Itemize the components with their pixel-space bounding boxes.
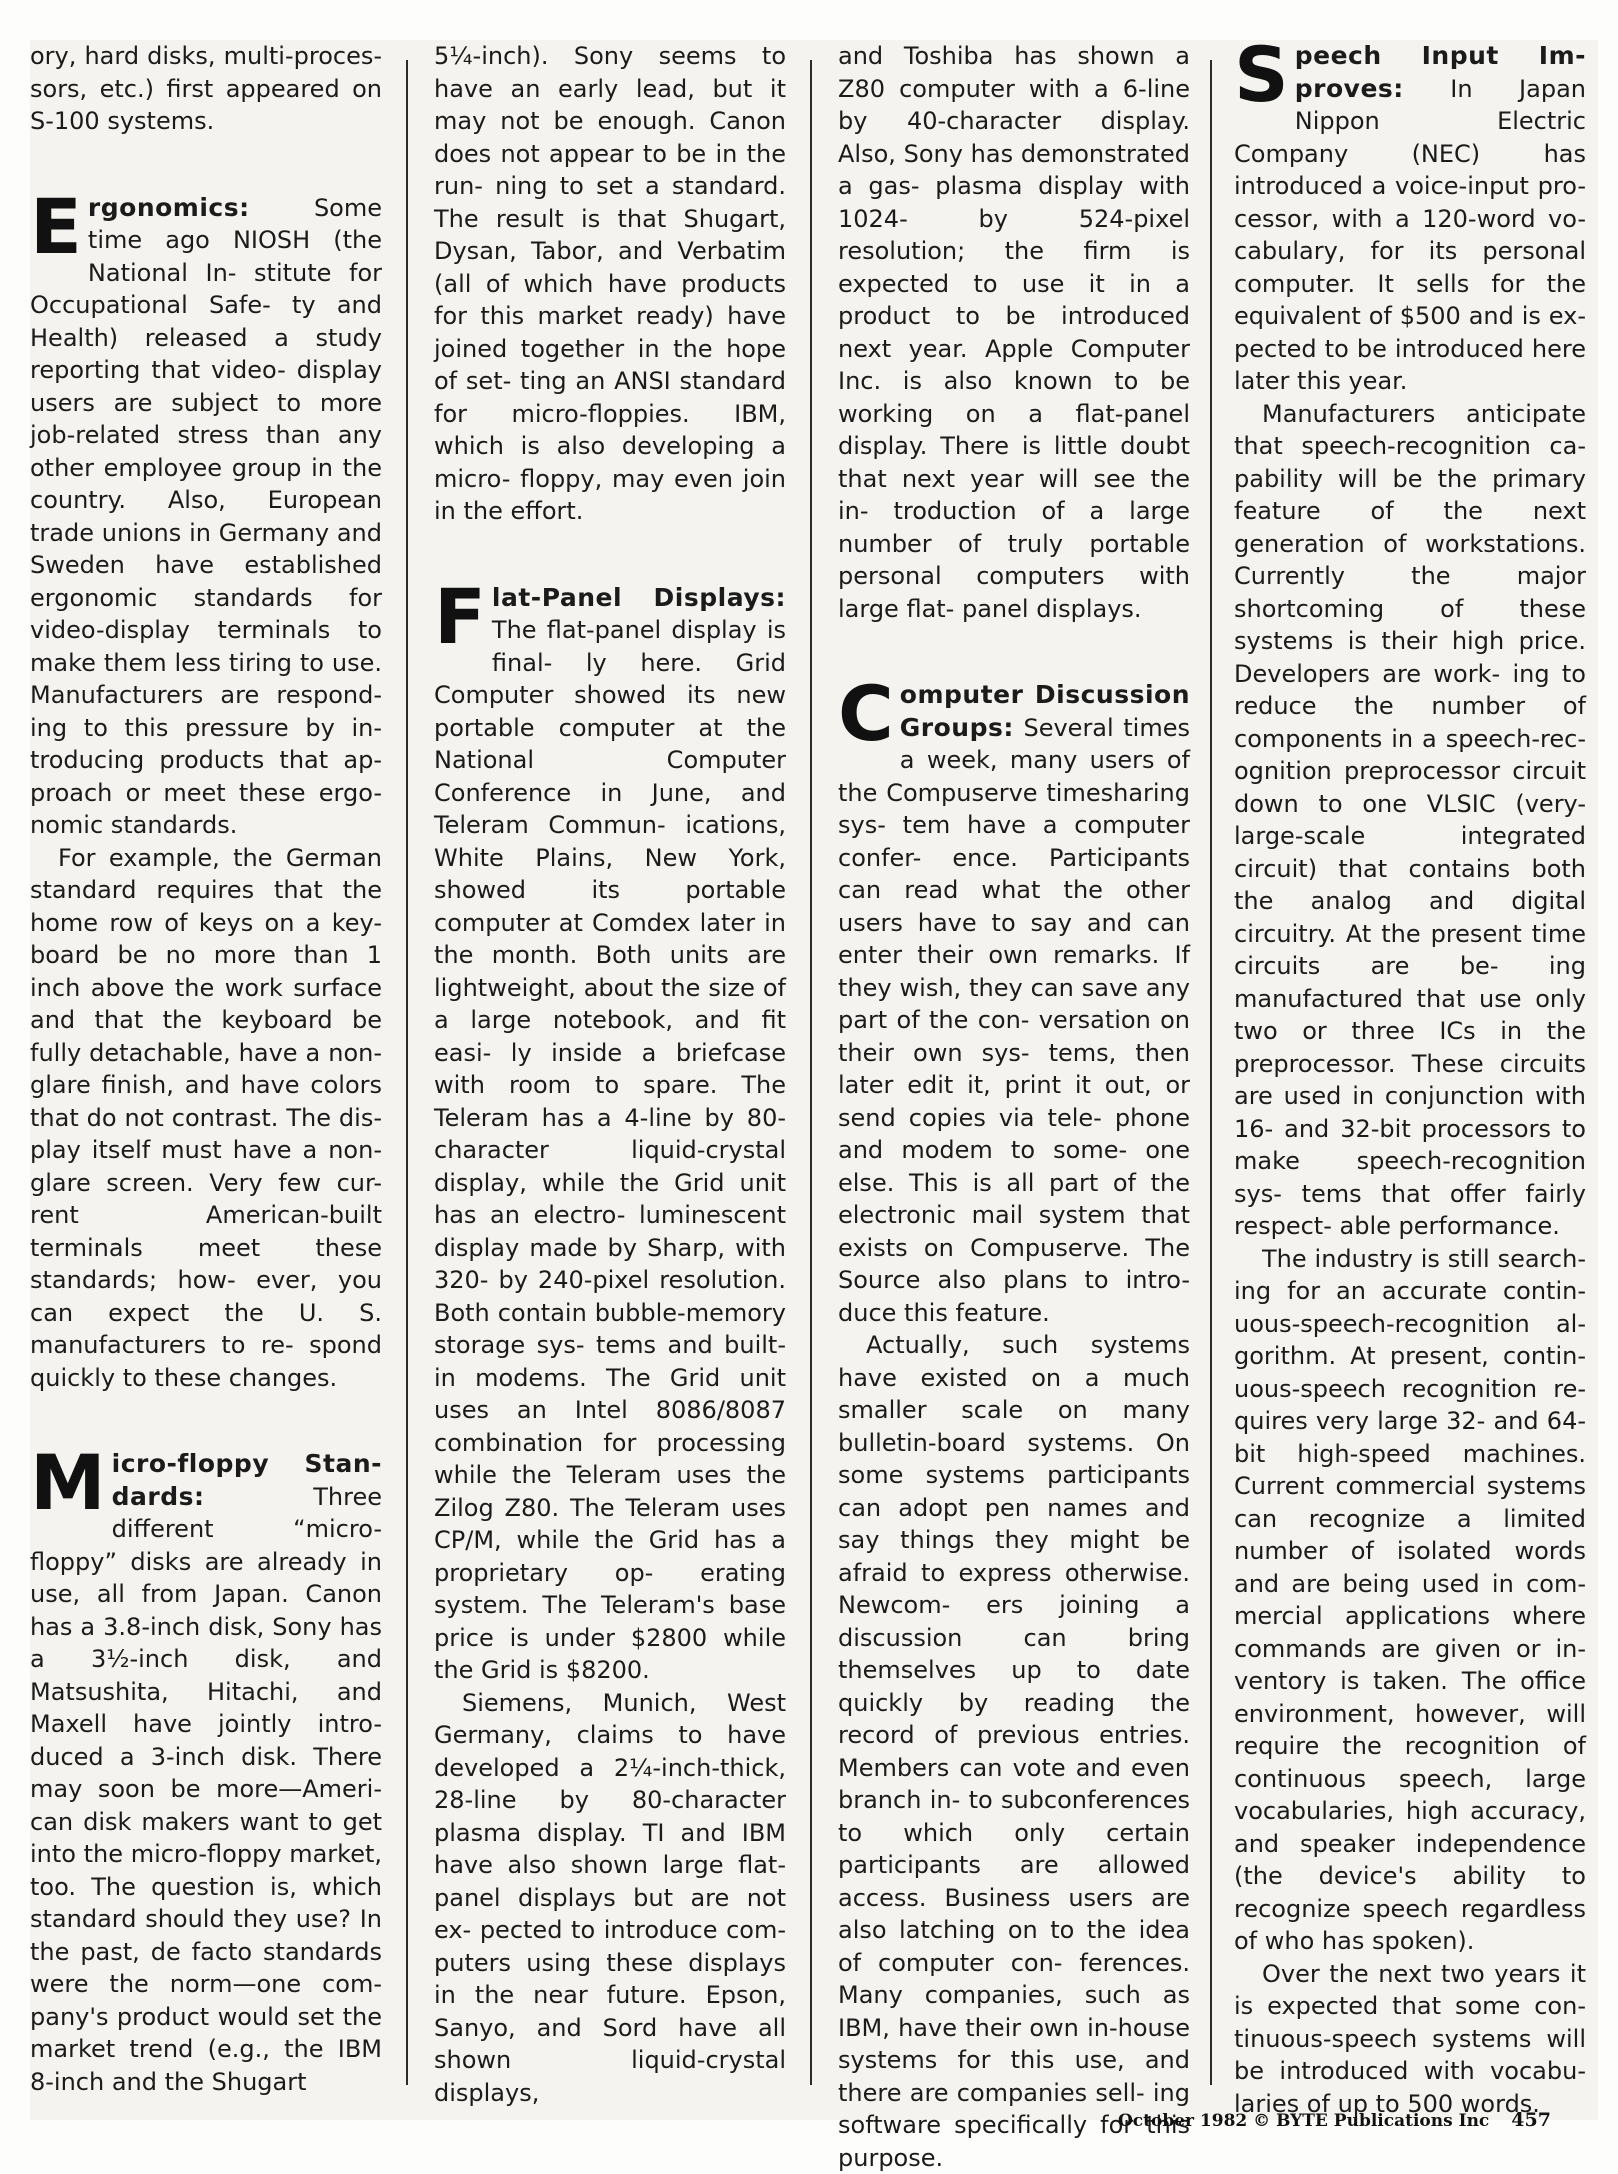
section-computer-discussion [838,669,1190,2174]
section-paragraph [30,181,382,842]
paragraph: Manufacturers anticipate that speech-recognition ca- pability will be the primary feature of the next generation of workstations. Currently the major shortcoming of these systems is their high price. Developers are work- ing to reduce the number of components in a speech-rec- ognition preprocessor circuit down to one VLSIC (very- large-scale integrated circuit) that contains both the analog and digital circuitry. At the present time circuits are be- ing manufactured that use only two or three ICs in the preprocessor. These circuits are used in conjunction with 16- and 32-bit processors to make speech-recognition sys- tems that offer fairly respect- able performance. [1234,399,1586,1240]
section-paragraph [1234,30,1586,398]
drop-cap: F [434,571,486,661]
continued-paragraph: and Toshiba has shown a Z80 computer with a 6-line by 40-character display. Also, Sony has demonstrated a gas- plasma display with 1024- by 524-pixel resolution; the firm is expected to use it in a product to be introduced next year. Apple Computer Inc. is also known to be working on a flat-panel display. There is little doubt that next year will see the in- troduction of a large number of truly portable personal computers with large flat- panel displays. [838,42,1190,623]
paragraph-text: The flat-panel display is final- ly here. Grid Computer showed its new portable computer at the National Computer Conference in June, and Teleram Commun- ications, White Plains, New York, showed its portable computer at Comdex later in the month. Both units are lightweight, about the size of a large notebook, and fit easi- ly inside a briefcase with room to spare. The Teleram has a 4-line by 80-character liquid-crystal display, while the Grid unit has an electro- luminescent display made by Sharp, with 320- by 240-pixel resolution. Both contain bubble-memory storage sys- tems and built-in modems. The Grid unit uses an Intel 8086/8087 combination for processing while the Teleram uses the Zilog Z80. The Teleram uses CP/M, while the Grid has a proprietary op- erating system. The Teleram's base price is under $2800 while the Grid is $8200. [434,616,786,1684]
publication-credit: October 1982 © BYTE Publications Inc [1118,2111,1490,2131]
drop-cap: M [30,1438,106,1527]
paragraph: Siemens, Munich, West Germany, claims to have developed a 2¼-inch-thick, 28-line by 80-character plasma display. TI and IBM have also shown large flat- panel displays but are not ex- pected to introduce com- puters using these displays in the near future. Epson, Sanyo, and Sord have all shown liquid-crystal displays, [434,1688,786,2107]
section-speech-input [1234,30,1586,2120]
continued-paragraph: 5¼-inch). Sony seems to have an early lead, but it may not be enough. Canon does not appear to be in the run- ning to set a standard. The result is that Shugart, Dysan, Tabor, and Verbatim (all of which have products for this market ready) have joined together in the hope of set- ting an ANSI standard for micro-floppies. IBM, which is also developing a micro- floppy, may even join in the effort. [434,42,786,525]
section-micro-floppy [30,1438,382,2098]
section-heading: lat-Panel Displays: [491,582,786,612]
column-2 [434,40,786,2107]
drop-cap: C [838,669,894,758]
paragraph-text: In Japan Nippon Electric Company (NEC) has introduced a voice-input pro- cessor, with a 120-word vo- cabulary, for its personal computer. It sells for the equivalent of $500 and is ex- pected to be introduced here later this year. [1234,74,1586,395]
section-paragraph [30,1438,382,2098]
column-divider [1210,60,1212,2085]
column-3 [838,40,1190,2172]
section-heading: peech Input Im- proves: [1294,41,1586,103]
paragraph: For example, the German standard requires that the home row of keys on a key- board be no more than 1 inch above the work surface and that the keyboard be fully detachable, have a non- glare finish, and have colors that do not contrast. The dis- play itself must have a non- glare screen. Very few cur- rent American-built terminals meet these standards; how- ever, you can expect the U. S. manufacturers to re- spond quickly to these changes. [30,843,382,1392]
section-paragraph [838,669,1190,1329]
paragraph-text: Some time ago NIOSH (the National In- stitute for Occupational Safe- ty and Health) released a study reporting that video- display users are subject to more job-related stress than any other employee group in the country. Also, European trade unions in Germany and Sweden have established ergonomic standards for video-display terminals to make them less tiring to use. Manufacturers are respond- ing to this pressure by in- troducing products that ap- proach or meet these ergo- nomic standards. [30,193,382,839]
page-number: 457 [1511,2109,1551,2131]
column-divider [810,60,812,2085]
section-heading: rgonomics: [87,192,250,222]
paragraph-text: Three different “micro-floppy” disks are already in use, all from Japan. Canon has a 3.8-inch disk, Sony has a 3½-inch disk, and Matsushita, Hitachi, and Maxell have jointly intro- duced a 3-inch disk. There may soon be more—Ameri- can disk makers want to get into the micro-floppy market, too. The question is, which standard should they use? In the past, de facto standards were the norm—one com- pany's product would set the market trend (e.g., the IBM 8-inch and the Shugart [30,1482,382,2096]
paragraph: Actually, such systems have existed on a much smaller scale on many bulletin-board systems. On some systems participants can adopt pen names and say things they might be afraid to express otherwise. Newcom- ers joining a discussion can bring themselves up to date quickly by reading the record of previous entries. Members can vote and even branch in- to subconferences to which only certain participants are allowed access. Business users are also latching on to the idea of computer con- ferences. Many companies, such as IBM, have their own in-house systems for this use, and there are companies sell- ing software specifically for this purpose. [838,1331,1190,2172]
paragraph: The industry is still search- ing for an accurate contin- uous-speech-recognition al- gorithm. At present, contin- uous-speech recognition re- quires very large 32- and 64-bit high-speed machines. Current commercial systems can recognize a limited number of isolated words and are being used in com- mercial applications where commands are given or in- ventory is taken. The office environment, however, will require the recognition of continuous speech, large vocabularies, high accuracy, and speaker independence (the device's ability to recognize speech regardless of who has spoken). [1234,1244,1586,1955]
section-ergonomics [30,181,382,1395]
paragraph-text: Several times a week, many users of the Compuserve timesharing sys- tem have a computer confer- ence. Participants can read what the other users have to say and can enter their own remarks. If they wish, they can save any part of the con- versation on their own sys- tems, then later edit it, print it out, or send copies via tele- phone and modem to some- one else. This is all part of the electronic mail system that exists on Compuserve. The Source also plans to intro- duce this feature. [838,713,1190,1327]
column-1 [30,40,382,2096]
section-paragraph [434,571,786,1687]
drop-cap: E [30,181,82,271]
section-heading: omputer Discussion Groups: [899,680,1190,742]
drop-cap: S [1234,30,1289,119]
column-divider [406,60,408,2085]
column-4 [1234,30,1586,2118]
paragraph: Over the next two years it is expected that some con- tinuous-speech systems will be introduced with vocabu- laries of up to 500 words. [1234,1959,1586,2118]
continued-paragraph: ory, hard disks, multi-proces- sors, etc.) first appeared on S-100 systems. [30,42,382,135]
section-heading: icro-floppy Stan- dards: [111,1449,382,1511]
page-footer [1118,2109,1551,2131]
section-flat-panel [434,571,786,2110]
